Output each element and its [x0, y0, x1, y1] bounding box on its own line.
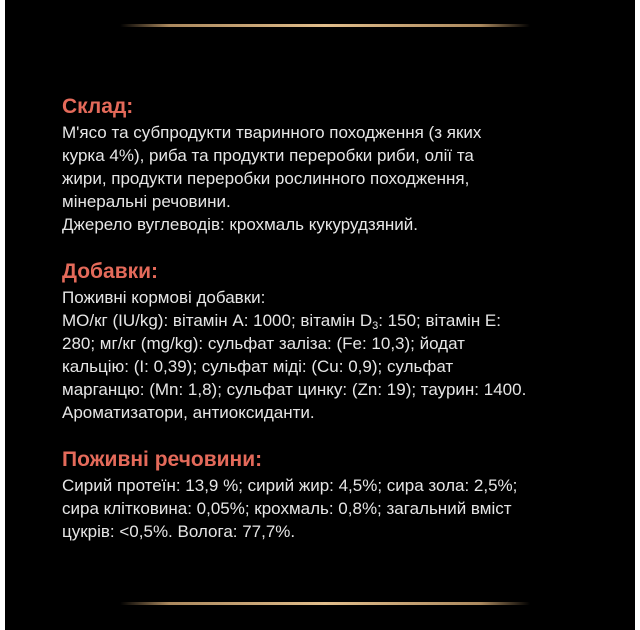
top-gold-divider [120, 24, 530, 27]
additives-line: кальцію: (I: 0,39); сульфат міді: (Cu: 0,9); сульфат [62, 357, 454, 376]
additives-vitamins-line [62, 309, 602, 332]
nutrients-line: сира клітковина: 0,05%; крохмаль: 0,8%; загальний вміст [62, 499, 512, 518]
nutrients-line: Сирий протеїн: 13,9 %; сирий жир: 4,5%; сира зола: 2,5%; [62, 476, 518, 495]
bottom-gold-divider [120, 602, 530, 605]
content [62, 94, 602, 543]
composition-line: курка 4%), риба та продукти переробки риби, олії та [62, 146, 474, 165]
composition-section [62, 94, 602, 236]
composition-line: жири, продукти переробки рослинного походження, [62, 169, 470, 188]
nutrients-line: цукрів: <0,5%. Волога: 77,7%. [62, 522, 296, 541]
additives-section [62, 259, 602, 424]
vitamins-text-rest: : 150; вітамін Е: [378, 311, 501, 330]
product-info-card [5, 0, 635, 630]
additives-heading: Добавки: [62, 260, 159, 283]
composition-line: мінеральні речовини. [62, 192, 231, 211]
additives-line: Ароматизатори, антиоксиданти. [62, 403, 315, 422]
vitamin-d-subscript: 3 [372, 320, 379, 332]
additives-line: марганцю: (Mn: 1,8); сульфат цинку: (Zn: 19); таурин: 1400. [62, 380, 527, 399]
composition-heading: Склад: [62, 95, 134, 118]
vitamins-text: МО/кг (IU/kg): вітамін А: 1000; вітамін D [62, 311, 373, 330]
additives-line: Поживні кормові добавки: [62, 288, 266, 307]
composition-line: М'ясо та субпродукти тваринного походження (з яких [62, 123, 482, 142]
additives-line: 280; мг/кг (mg/kg): сульфат заліза: (Fe: 10,3); йодат [62, 334, 465, 353]
nutrients-heading: Поживні речовини: [62, 448, 263, 471]
carbohydrate-source-line: Джерело вуглеводів: крохмаль кукурудзяний. [62, 215, 419, 234]
nutrients-section [62, 447, 602, 543]
